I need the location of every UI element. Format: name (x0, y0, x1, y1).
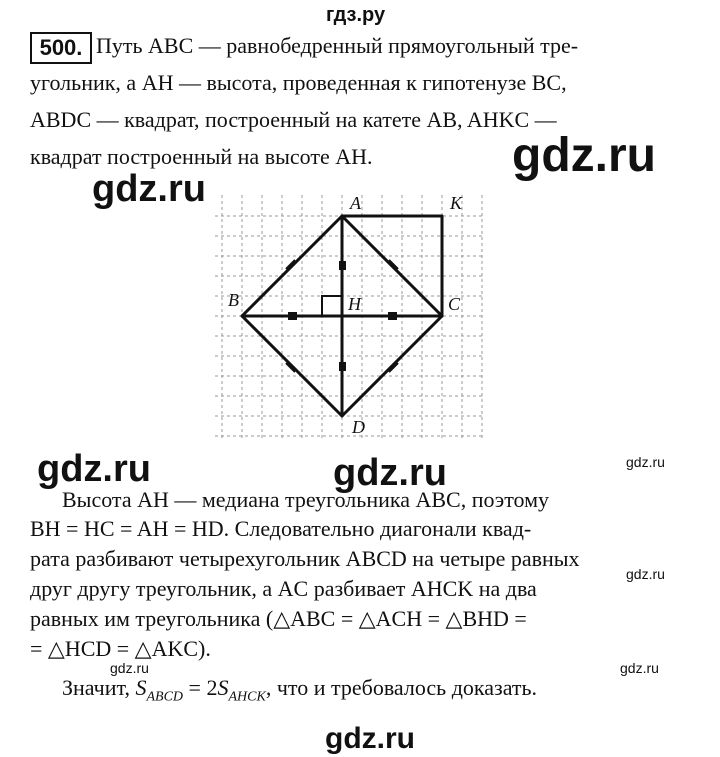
watermark-small-right-1: gdz.ru (626, 454, 665, 470)
watermark-small-left: gdz.ru (110, 660, 149, 676)
watermark-bottom: gdz.ru (325, 722, 415, 755)
site-header: гдз.ру (326, 4, 386, 26)
figure-lines (242, 216, 442, 416)
label-c: C (448, 294, 461, 314)
label-d: D (352, 417, 365, 437)
watermark-small-right-3: gdz.ru (620, 660, 659, 676)
label-a: A (350, 193, 361, 213)
right-angle-mark (322, 296, 342, 316)
watermark-top-right: gdz.ru (512, 129, 656, 182)
problem-line-2: угольник, а AH — высота, проведенная к гипотенузе BC, (30, 70, 567, 95)
watermark-figure-left: gdz.ru (92, 168, 206, 210)
problem-line-3: ABDC — квадрат, построенный на катете AB, AHKC — (30, 107, 557, 132)
area-s-1: S (135, 675, 147, 700)
solution-line-3: рата разбивают четырехугольник ABCD на четыре равных (30, 546, 580, 571)
area-subscript-ahck: AHCK (228, 689, 266, 705)
area-s-2: S (217, 675, 229, 700)
conclusion-equals: = 2 (183, 675, 218, 700)
problem-line-4: квадрат построенный на высоте AH. (30, 144, 373, 169)
conclusion-prefix: Значит, (62, 675, 136, 700)
area-subscript-abcd: ABCD (146, 689, 184, 705)
label-h: H (348, 294, 361, 314)
watermark-small-right-2: gdz.ru (626, 566, 665, 582)
solution-line-4: друг другу треугольник, а AC разбивает AHCK на два (30, 576, 537, 601)
solution-line-2: BH = HC = AH = HD. Следовательно диагонали квад- (30, 516, 532, 541)
problem-number: 500. (30, 32, 92, 64)
watermark-mid-center: gdz.ru (333, 452, 447, 494)
solution-line-1: Высота AH — медиана треугольника ABC, поэтому (62, 487, 550, 512)
solution-line-5: равных им треугольника (△ABC = △ACH = △BHD = (30, 606, 527, 631)
solution-conclusion (62, 675, 537, 710)
label-k: K (450, 193, 463, 213)
conclusion-suffix: , что и требовалось доказать. (265, 675, 538, 700)
problem-line-1: Путь ABC — равнобедренный прямоугольный тре- (96, 33, 579, 58)
solution-line-6: = △HCD = △AKC). (30, 636, 211, 661)
label-b: B (228, 290, 239, 310)
watermark-mid-left: gdz.ru (37, 448, 151, 490)
